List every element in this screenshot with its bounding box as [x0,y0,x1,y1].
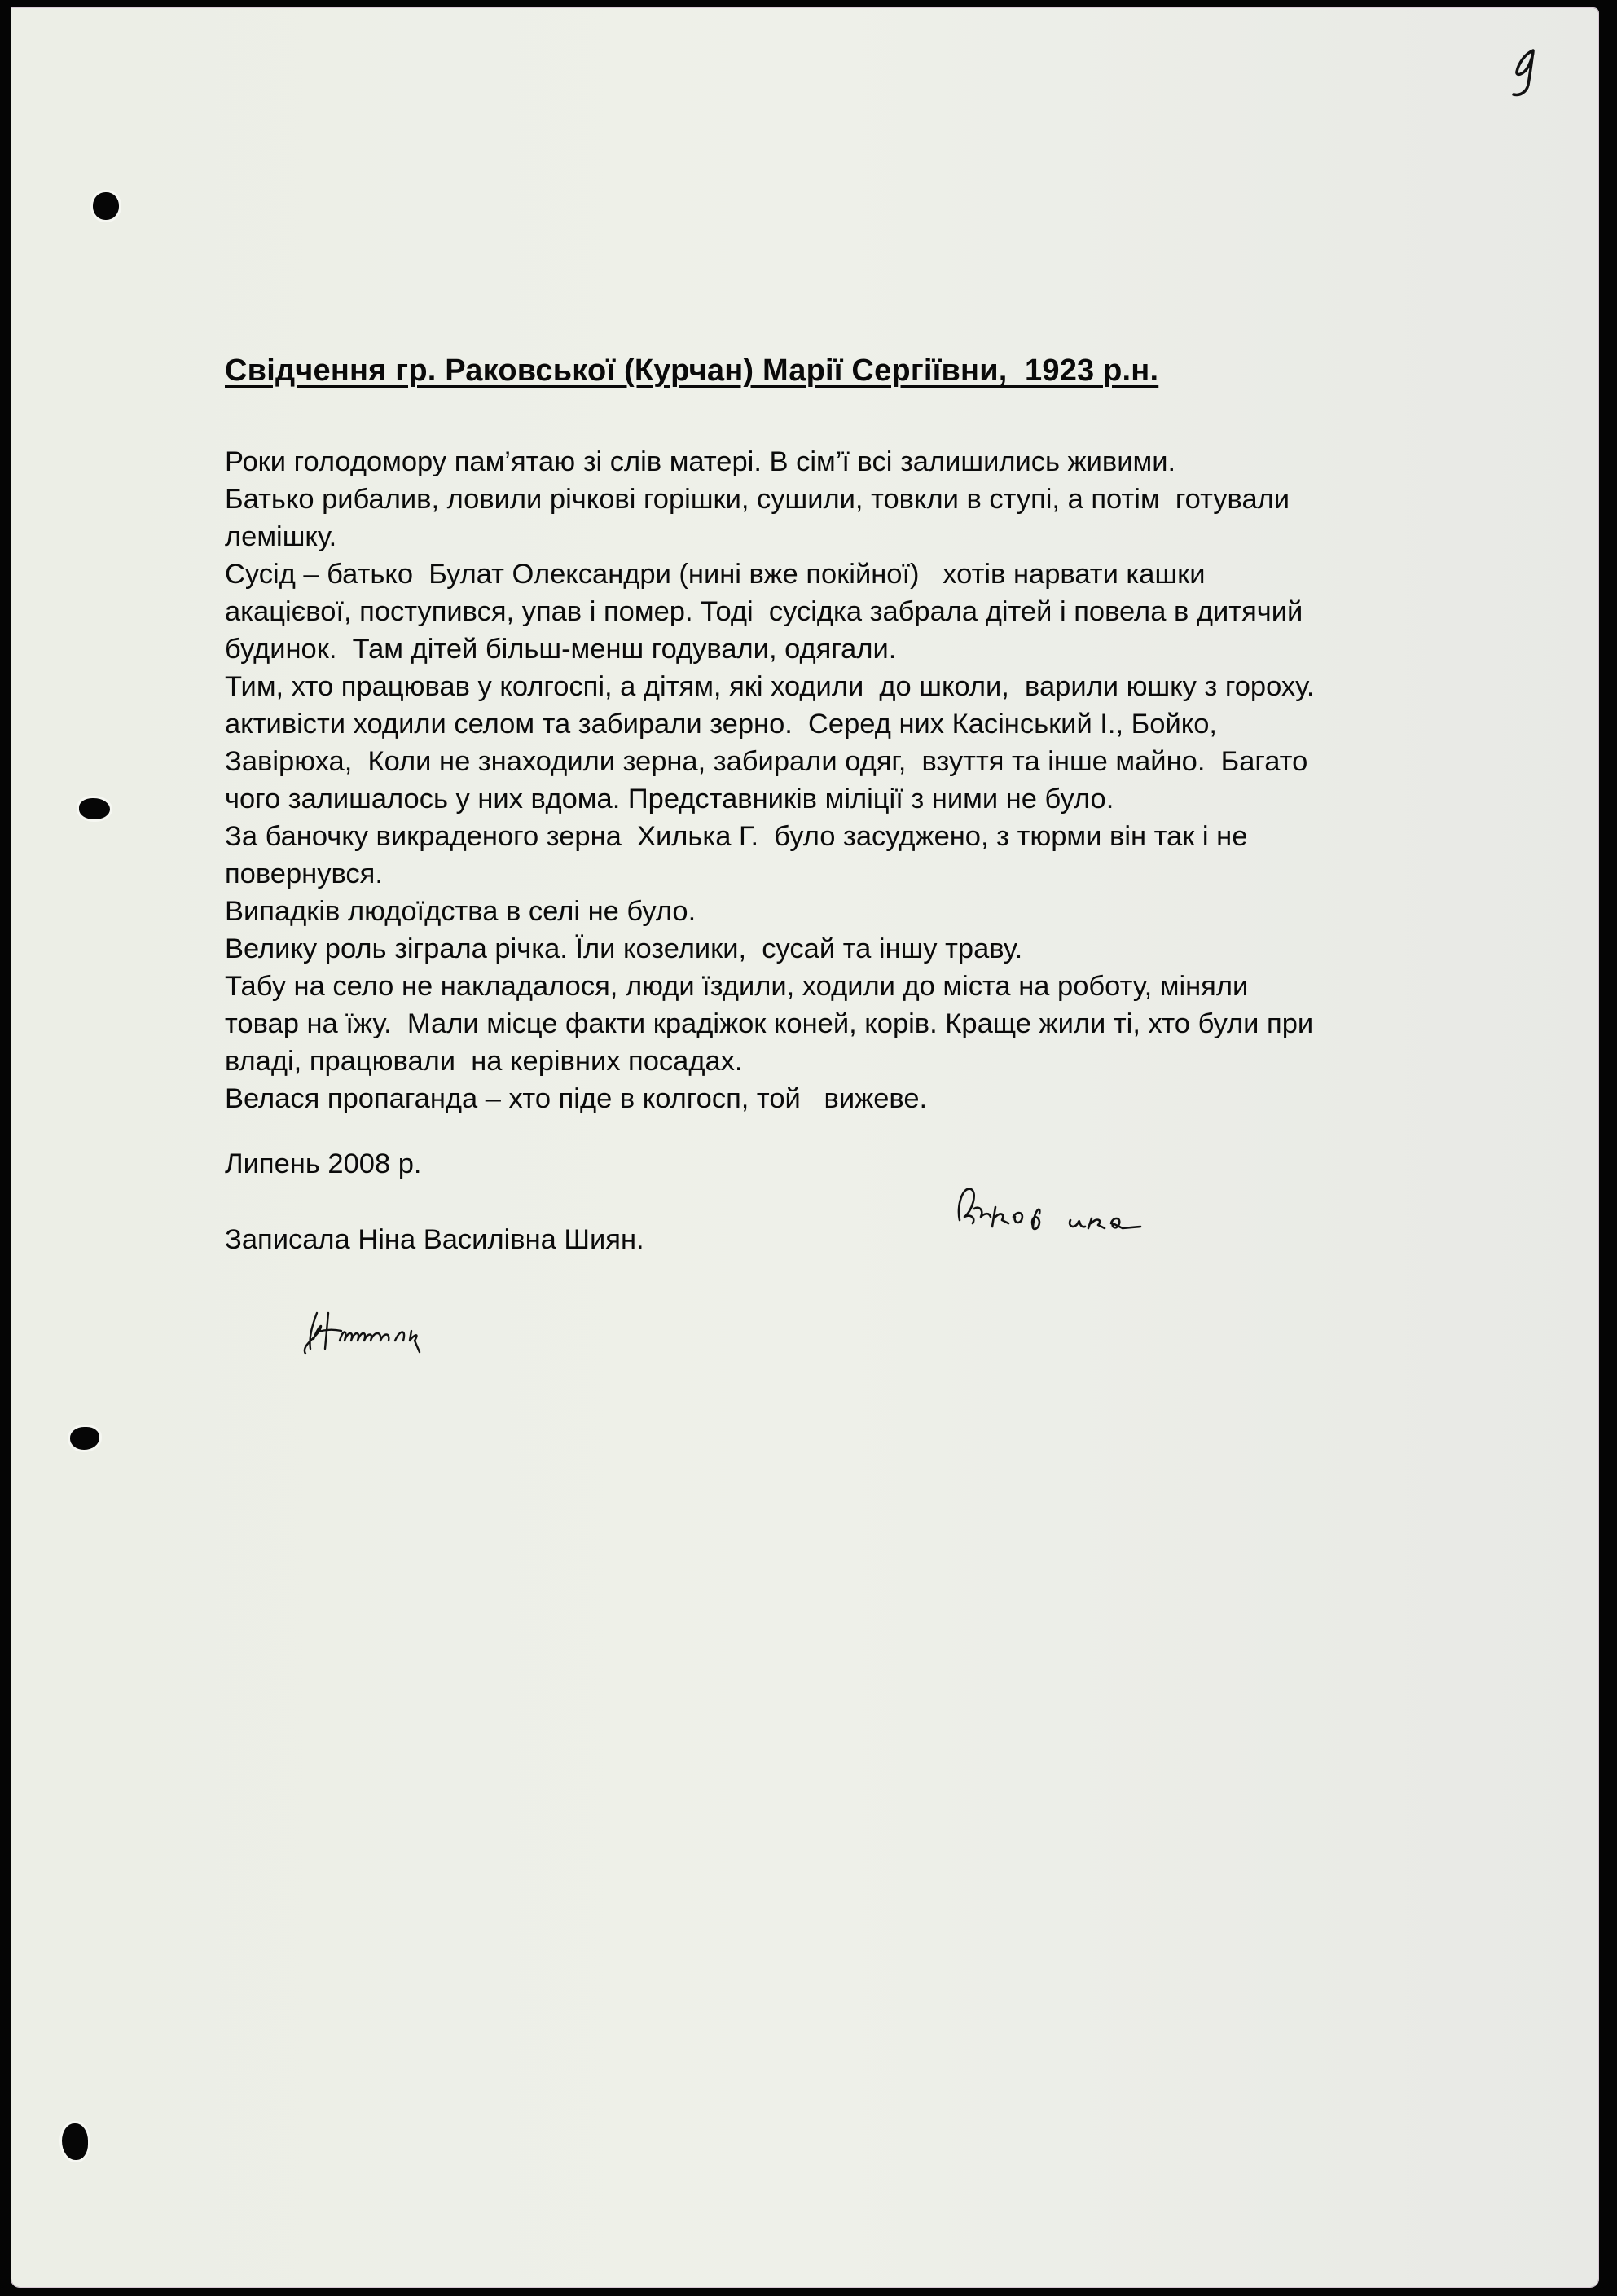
body-line: Батько рибалив, ловили річкові горішки, сушили, товкли в ступі, а потім готували [225,484,1290,515]
body-line: активісти ходили селом та забирали зерно. Серед них Касінський І., Бойко, [225,709,1217,740]
body-line: товар на їжу. Мали місце факти крадіжок коней, корів. Краще жили ті, хто були при [225,1008,1314,1039]
body-line: Роки голодомору пам’ятаю зі слів матері. В сім’ї всі залишились живими. [225,446,1176,477]
punch-hole [79,798,110,819]
document-page [11,8,1598,2287]
punch-hole [70,1427,99,1450]
recorder-signature [292,1297,504,1362]
witness-signature [948,1181,1258,1254]
body-line: чого залишалось у них вдома. Представників міліції з ними не було. [225,784,1114,814]
page-number [1509,47,1541,100]
body-line: Сусід – батько Булат Олександри (нині вже покійної) хотів нарвати кашки [225,559,1206,590]
body-line: Велику роль зіграла річка. Їли козелики, сусай та іншу траву. [225,933,1023,964]
body-line: будинок. Там дітей більш-менш годували, одягали. [225,634,897,665]
body-line: За баночку викраденого зерна Хилька Г. було засуджено, з тюрми він так і не [225,821,1248,852]
body-line: повернувся. [225,858,383,889]
body-line: Велася пропаганда – хто піде в колгосп, той вижеве. [225,1083,928,1114]
document-date: Липень 2008 р. [225,1148,422,1179]
testimony-body [225,443,1315,1117]
body-line: лемішку. [225,521,337,552]
body-line: Тим, хто працював у колгоспі, а дітям, які ходили до школи, варили юшку з гороху. [225,671,1315,702]
document-title: Свідчення гр. Раковської (Курчан) Марії Сергіївни, 1923 р.н. [225,353,1159,388]
body-line: владі, працювали на керівних посадах. [225,1046,743,1077]
punch-hole [62,2123,88,2160]
body-line: Табу на село не накладалося, люди їздили, ходили до міста на роботу, міняли [225,971,1249,1002]
body-line: Випадків людоїдства в селі не було. [225,896,696,927]
body-line: Завірюха, Коли не знаходили зерна, забирали одяг, взуття та інше майно. Багато [225,746,1308,777]
punch-hole [93,192,119,220]
recorded-by: Записала Ніна Василівна Шиян. [225,1224,644,1255]
body-line: акацієвої, поступився, упав і помер. Тоді сусідка забрала дітей і повела в дитячий [225,596,1303,627]
